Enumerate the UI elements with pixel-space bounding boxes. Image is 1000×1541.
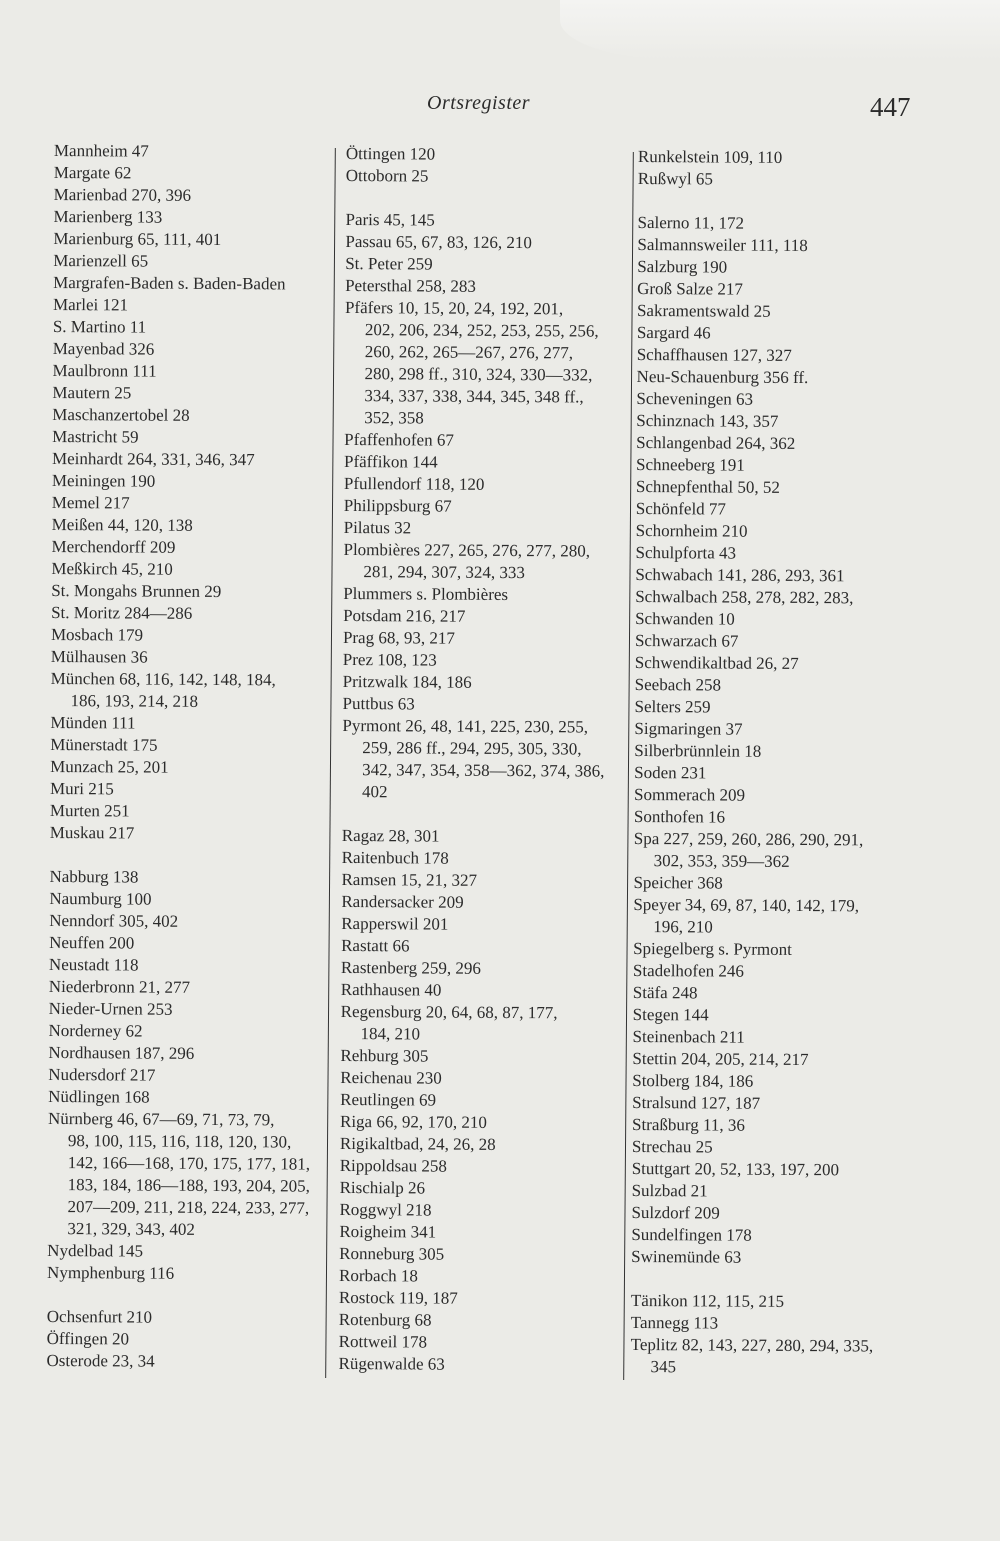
index-entry: München 68, 116, 142, 148, 184, [50, 668, 276, 690]
index-entry: Prez 108, 123 [342, 649, 437, 670]
index-entry: Öttingen 120 [345, 143, 436, 164]
index-entry: Salmannsweiler 111, 118 [637, 234, 808, 256]
index-entry: Rügenwalde 63 [338, 1353, 445, 1374]
index-entry: Sakramentswald 25 [636, 300, 771, 321]
index-entry: Schulpforta 43 [635, 542, 737, 563]
index-entry: Ottoborn 25 [345, 165, 429, 186]
index-column-3 [630, 146, 918, 1380]
index-entry: Roggwyl 218 [339, 1199, 432, 1220]
index-entry: Schneeberg 191 [635, 454, 745, 475]
letter-group-gap [50, 844, 332, 868]
index-entry: Merchendorff 209 [51, 536, 176, 557]
index-entry: Tänikon 112, 115, 215 [630, 1290, 785, 1311]
index-entry: Schönfeld 77 [635, 498, 727, 519]
index-entry: Runkelstein 109, 110 [637, 146, 783, 167]
index-entry: Strechau 25 [631, 1136, 713, 1157]
index-entry: Marienbad 270, 396 [53, 184, 192, 205]
index-entry: 98, 100, 115, 116, 118, 120, 130, [67, 1131, 292, 1152]
index-entry: Riga 66, 92, 170, 210 [339, 1111, 487, 1132]
index-entry: Münerstadt 175 [50, 734, 158, 755]
index-entry: Salzburg 190 [637, 256, 728, 277]
index-entry: Teplitz 82, 143, 227, 280, 294, 335, [630, 1334, 874, 1356]
paper-stain [560, 0, 1000, 60]
index-entry: Meßkirch 45, 210 [51, 558, 173, 579]
index-entry: Margrafen-Baden s. Baden-Baden [53, 272, 286, 294]
index-entry: Soden 231 [634, 762, 707, 783]
index-entry: Maschanzertobel 28 [52, 404, 190, 425]
index-entry: Sonthofen 16 [633, 806, 726, 827]
index-entry: Nudersdorf 217 [48, 1064, 156, 1085]
index-entry: Rastenberg 259, 296 [340, 957, 481, 978]
index-entry: Murten 251 [49, 800, 130, 821]
index-entry: Selters 259 [634, 696, 711, 717]
index-entry: Silberbrünnlein 18 [634, 740, 762, 761]
index-entry: Pfäffikon 144 [343, 451, 438, 472]
index-entry: Nabburg 138 [49, 866, 139, 887]
index-entry: Pyrmont 26, 48, 141, 225, 230, 255, [342, 715, 589, 737]
index-entry: 183, 184, 186—188, 193, 204, 205, [67, 1175, 310, 1196]
index-entry: Muskau 217 [49, 822, 135, 843]
index-entry: Randersacker 209 [341, 891, 464, 912]
index-entry: Pfäfers 10, 15, 20, 24, 192, 201, [344, 297, 564, 319]
index-entry: 207—209, 211, 218, 224, 233, 277, [67, 1197, 310, 1218]
index-entry: Spiegelberg s. Pyrmont [633, 938, 792, 959]
letter-group-gap [631, 1268, 911, 1292]
index-entry: Mülhausen 36 [50, 646, 148, 667]
index-entry: Nydelbad 145 [47, 1240, 144, 1261]
index-entry: Sulzbad 21 [631, 1180, 708, 1201]
index-entry: Neu-Schauenburg 356 ff. [636, 366, 809, 388]
index-entry: Stuttgart 20, 52, 133, 197, 200 [631, 1158, 840, 1180]
index-entry: Marienzell 65 [53, 250, 149, 271]
index-entry: Neustadt 118 [48, 954, 139, 975]
index-entry: Schwendikaltbad 26, 27 [634, 652, 799, 673]
index-entry: Ragaz 28, 301 [341, 825, 440, 846]
index-entry: Öffingen 20 [46, 1328, 130, 1349]
index-entry: Maulbronn 111 [52, 360, 157, 381]
index-entry: Margate 62 [53, 162, 132, 183]
index-entry: Seebach 258 [634, 674, 722, 695]
index-entry: Nürnberg 46, 67—69, 71, 73, 79, [47, 1108, 275, 1130]
index-entry: Regensburg 20, 64, 68, 87, 177, [340, 1001, 558, 1023]
index-entry: Rostock 119, 187 [338, 1287, 458, 1308]
index-entry: Potsdam 216, 217 [343, 605, 466, 626]
index-entry: Meiningen 190 [51, 470, 156, 491]
index-entry: Memel 217 [51, 492, 130, 513]
index-entry: Reichenau 230 [340, 1067, 442, 1088]
index-entry: Groß Salze 217 [637, 278, 743, 299]
index-entry: Schinznach 143, 357 [636, 410, 779, 431]
index-entry: Ochsenfurt 210 [46, 1306, 153, 1327]
index-entry: Rehburg 305 [340, 1045, 429, 1066]
index-entry: Stolberg 184, 186 [632, 1070, 754, 1091]
index-entry: Norderney 62 [48, 1020, 143, 1041]
index-entry: Niederbronn 21, 277 [48, 976, 191, 997]
index-entry: Swinemünde 63 [631, 1246, 742, 1267]
index-entry: Speicher 368 [633, 872, 723, 893]
index-entry: Rottweil 178 [338, 1331, 428, 1352]
index-entry: Salerno 11, 172 [637, 212, 745, 233]
index-entry: 402 [361, 782, 388, 802]
index-entry: St. Moritz 284—286 [51, 602, 193, 623]
index-entry: Stettin 204, 205, 214, 217 [632, 1048, 809, 1070]
index-entry: St. Peter 259 [345, 253, 433, 274]
index-entry: Pfaffenhofen 67 [344, 429, 454, 450]
index-entry: Rastatt 66 [341, 935, 410, 956]
index-entry: Tannegg 113 [630, 1312, 719, 1333]
index-entry: Prag 68, 93, 217 [342, 627, 455, 648]
index-entry: Schwanden 10 [635, 608, 735, 629]
index-entry: Roigheim 341 [339, 1221, 437, 1242]
index-entry: Schornheim 210 [635, 520, 748, 541]
index-entry: Mastricht 59 [52, 426, 139, 447]
index-entry: Rorbach 18 [339, 1265, 418, 1286]
index-entry: 342, 347, 354, 358—362, 374, 386, [362, 760, 605, 781]
index-entry: Stäfa 248 [632, 982, 698, 1003]
page-number: 447 [870, 92, 911, 122]
index-entry: Nieder-Urnen 253 [48, 998, 173, 1019]
index-entry: Petersthal 258, 283 [345, 275, 476, 296]
index-entry: Philippsburg 67 [343, 495, 452, 516]
index-column-1 [46, 140, 336, 1374]
index-entry: Munzach 25, 201 [50, 756, 169, 777]
index-entry: Mosbach 179 [50, 624, 144, 645]
index-entry: 196, 210 [653, 917, 713, 937]
index-entry: Pritzwalk 184, 186 [342, 671, 472, 692]
index-entry: Schlangenbad 264, 362 [636, 432, 796, 453]
index-entry: Mannheim 47 [53, 140, 149, 161]
index-entry: Sommerach 209 [633, 784, 746, 805]
index-entry: Rathhausen 40 [340, 979, 442, 1000]
index-entry: St. Mongahs Brunnen 29 [51, 580, 222, 602]
index-entry: Nordhausen 187, 296 [48, 1042, 195, 1063]
index-entry: 345 [650, 1357, 677, 1377]
index-entry: Marienburg 65, 111, 401 [53, 228, 222, 250]
index-entry: Speyer 34, 69, 87, 140, 142, 179, [633, 894, 860, 916]
index-entry: Puttbus 63 [342, 693, 415, 714]
index-entry: Stadelhofen 246 [632, 960, 744, 981]
index-entry: Naumburg 100 [49, 888, 152, 909]
index-entry: Marienberg 133 [53, 206, 163, 227]
index-entry: Meißen 44, 120, 138 [51, 514, 193, 535]
index-entry: 352, 358 [364, 408, 424, 428]
index-entry: Muri 215 [49, 778, 114, 799]
index-entry: Ramsen 15, 21, 327 [341, 869, 478, 890]
index-entry: 302, 353, 359—362 [653, 851, 790, 871]
index-entry: 321, 329, 343, 402 [67, 1219, 195, 1239]
index-entry: 184, 210 [360, 1024, 421, 1044]
index-entry: Nenndorf 305, 402 [49, 910, 179, 931]
index-entry: Pfullendorf 118, 120 [343, 473, 485, 494]
index-entry: Scheveningen 63 [636, 388, 754, 409]
index-entry: Marlei 121 [52, 294, 129, 315]
index-entry: 186, 193, 214, 218 [70, 691, 199, 711]
index-entry: S. Martino 11 [52, 316, 147, 337]
index-entry: Münden 111 [50, 712, 136, 733]
index-entry: Schnepfenthal 50, 52 [635, 476, 780, 497]
index-entry: Osterode 23, 34 [46, 1350, 155, 1371]
letter-group-gap [47, 1284, 329, 1308]
index-entry: Mautern 25 [52, 382, 132, 403]
index-entry: 202, 206, 234, 252, 253, 255, 256, [364, 320, 599, 341]
index-entry: Raitenbuch 178 [341, 847, 449, 868]
letter-group-gap [346, 187, 626, 211]
index-entry: Sigmaringen 37 [634, 718, 743, 739]
index-entry: Spa 227, 259, 260, 286, 290, 291, [633, 828, 864, 850]
index-entry: Pilatus 32 [343, 517, 412, 538]
index-entry: 259, 286 ff., 294, 295, 305, 330, [362, 738, 582, 759]
index-entry: Sundelfingen 178 [631, 1224, 752, 1245]
index-entry: Sargard 46 [636, 322, 711, 343]
index-entry: Nüdlingen 168 [48, 1086, 150, 1107]
letter-group-gap [638, 190, 918, 214]
index-entry: Rußwyl 65 [637, 168, 713, 189]
index-entry: Rigikaltbad, 24, 26, 28 [339, 1133, 496, 1154]
index-entry: Schwabach 141, 286, 293, 361 [635, 564, 845, 586]
index-entry: Stralsund 127, 187 [632, 1092, 761, 1113]
index-entry: Rischialp 26 [339, 1177, 426, 1198]
index-entry: 142, 166—168, 170, 175, 177, 181, [67, 1153, 311, 1174]
index-column-2 [338, 143, 626, 1377]
index-entry: Paris 45, 145 [345, 209, 435, 230]
index-entry: Rippoldsau 258 [339, 1155, 448, 1176]
index-entry: Passau 65, 67, 83, 126, 210 [345, 231, 532, 253]
index-entry: Plombières 227, 265, 276, 277, 280, [343, 539, 591, 561]
index-entry: Mayenbad 326 [52, 338, 155, 359]
index-entry: Straßburg 11, 36 [631, 1114, 745, 1135]
letter-group-gap [342, 803, 622, 827]
index-entry: Neuffen 200 [49, 932, 135, 953]
index-entry: Reutlingen 69 [340, 1089, 437, 1110]
index-entry: 281, 294, 307, 324, 333 [363, 562, 525, 583]
index-entry: Schaffhausen 127, 327 [636, 344, 792, 365]
index-entry: Meinhardt 264, 331, 346, 347 [51, 448, 255, 470]
index-entry: Ronneburg 305 [339, 1243, 445, 1264]
page-title: Ortsregister [427, 92, 531, 114]
index-entry: Schwarzach 67 [634, 630, 739, 651]
index-entry: Rotenburg 68 [338, 1309, 432, 1330]
index-entry: Steinenbach 211 [632, 1026, 745, 1047]
index-entry: 334, 337, 338, 344, 345, 348 ff., [364, 386, 584, 407]
index-entry: Sulzdorf 209 [631, 1202, 720, 1223]
index-entry: Nymphenburg 116 [47, 1262, 175, 1283]
index-entry: Schwalbach 258, 278, 282, 283, [635, 586, 854, 608]
index-entry: 280, 298 ff., 310, 324, 330—332, [364, 364, 593, 385]
index-entry: Stegen 144 [632, 1004, 709, 1025]
index-entry: Plummers s. Plombières [343, 583, 509, 604]
index-entry: Rapperswil 201 [341, 913, 449, 934]
index-entry: 260, 262, 265—267, 276, 277, [364, 342, 574, 363]
